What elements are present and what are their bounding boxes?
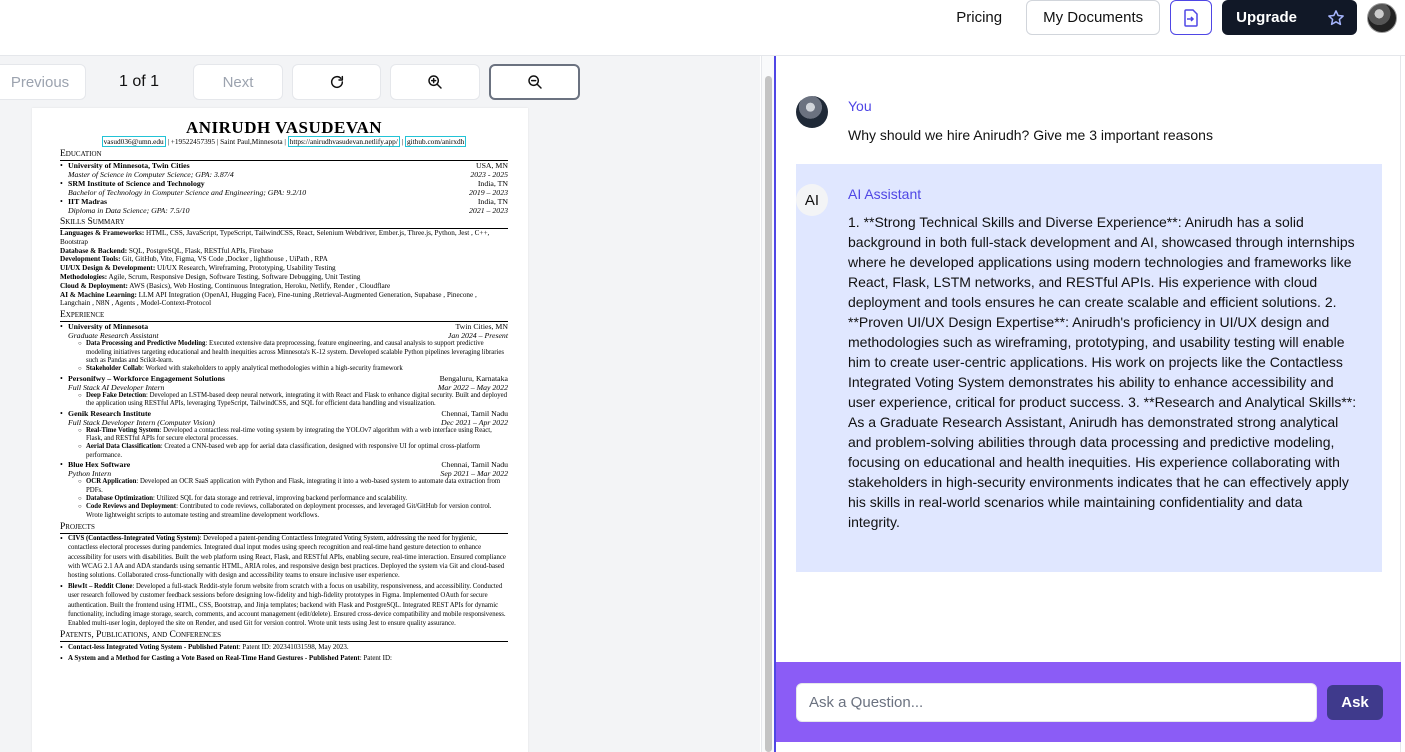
organization-location: Twin Cities, MN [455, 322, 508, 332]
skill-category: AI & Machine Learning: [60, 290, 137, 299]
role-row [68, 469, 508, 478]
education-row [68, 161, 508, 170]
skill-values: UI/UX Research, Wireframing, Prototyping, Usability Testing [155, 264, 336, 273]
detail-title: Aerial Data Classification [86, 443, 161, 451]
skill-values: Git, GitHub, Vite, Figma, VS Code ,Docker , lighthouse , UiPath , RPA [120, 255, 328, 264]
detail-text: : Contributed to code reviews, collaborated on deployment processes, and leveraged Git/GitHub for version control. Wrote lightweight scripts to automate testing and streamline development workflows. [86, 503, 492, 519]
school-name: • IIT Madras [68, 197, 108, 206]
experience-detail [60, 443, 508, 460]
star-icon [1327, 9, 1345, 27]
contact-separator: | [399, 137, 405, 146]
pdf-gutter [542, 108, 760, 752]
role-dates: Jan 2024 – Present [447, 331, 508, 341]
skill-line [60, 229, 508, 247]
patent-id: : Patent ID: [359, 654, 392, 663]
top-nav [942, 0, 1397, 35]
degree-dates: 2019 – 2023 [469, 188, 508, 197]
previous-button[interactable]: Previous [0, 64, 86, 100]
resume-contact [60, 137, 508, 147]
experience-detail [60, 503, 508, 520]
experience-entry [60, 460, 508, 478]
user-message [796, 88, 1382, 164]
ask-button[interactable]: Ask [1327, 685, 1383, 720]
phone-location: | +19522457395 | Saint Paul,Minnesota | [165, 137, 288, 146]
degree-row [68, 188, 508, 197]
page-indicator: 1 of 1 [118, 73, 160, 90]
skill-line [60, 273, 508, 282]
education-list [60, 161, 508, 215]
pricing-link[interactable]: Pricing [956, 9, 1003, 26]
zoom-out-button[interactable] [489, 64, 580, 100]
resume-name: ANIRUDH VASUDEVAN [185, 118, 382, 137]
role-row [68, 331, 508, 340]
skill-line [60, 282, 508, 291]
role-row [68, 383, 508, 392]
detail-title: OCR Application [86, 478, 137, 486]
assistant-message [796, 164, 1382, 572]
experience-detail [60, 365, 508, 373]
skill-category: UI/UX Design & Development: [60, 264, 156, 273]
experience-detail [60, 427, 508, 444]
organization-location: Chennai, Tamil Nadu [441, 408, 508, 418]
skill-line [60, 247, 508, 256]
pdf-toolbar [0, 64, 760, 100]
skill-category: Methodologies: [60, 272, 108, 281]
experience-detail [60, 495, 508, 503]
skill-category: Languages & Frameworks: [60, 229, 145, 237]
experience-detail [60, 478, 508, 495]
organization-location: Bengaluru, Karnataka [439, 373, 508, 383]
detail-text: : Developed an OCR SaaS application with Python and Flask, integrating it into a web-based system to automate data extraction from PDFs. [86, 478, 501, 494]
school-location: India, TN [477, 179, 508, 188]
section-education: Education [60, 149, 508, 161]
projects-list [60, 534, 508, 628]
experience-row [68, 322, 508, 331]
ask-bar [776, 662, 1401, 742]
github-link[interactable]: github.com/anirxdh [406, 137, 465, 146]
role-dates: Sep 2021 – Mar 2022 [440, 469, 508, 479]
upgrade-button[interactable] [1222, 0, 1357, 35]
zoom-in-icon [427, 74, 443, 90]
education-row [68, 197, 508, 206]
role-dates: Dec 2021 – Apr 2022 [441, 417, 508, 427]
skill-values: AWS (Basics), Web Hosting, Continuous Integration, Heroku, Netlify, Render , Cloudflare [127, 281, 391, 290]
experience-row [68, 409, 508, 418]
detail-text: : Created a CNN-based web app for aerial data classification, designed with responsive UI for optimal cross-platform performance. [86, 443, 480, 459]
skill-line [60, 255, 508, 264]
experience-entry [60, 322, 508, 340]
section-projects: Projects [60, 522, 508, 534]
project-description: : Developed a patent-pending Contactless Integrated Voting System, addressing the need for hygienic, contactless electoral processes during pandemics. Integrated dual input modes using speech recognition and real-time hand gesture detection to enhance accessibility for users with disabilities. Built the web platform using React, Flask, and RESTful APIs, enabling secure, real-time interaction. Ensured compliance with WCAG 2.1 AA and ADA standards using semantic HTML, ARIA roles, and responsive design best practices. Deployed the system via Git and cloud-based hosting solutions. Collaborated cross-functionally with design and accessibility teams to ensure inclusive user experience. [68, 535, 506, 580]
degree-row [68, 170, 508, 179]
experience-entry [60, 409, 508, 427]
skill-line [60, 264, 508, 273]
patent-id: : Patent ID: 202341031598, May 2023. [238, 643, 349, 652]
project-title: BlewIt – Reddit Clone [68, 583, 133, 591]
assistant-avatar: AI [796, 184, 828, 216]
role-dates: Mar 2022 – May 2022 [437, 382, 508, 392]
project-entry [60, 582, 508, 628]
user-message-avatar [796, 96, 828, 128]
patent-title: A System and a Method for Casting a Vote Based on Real-Time Hand Gestures - Published Patent [68, 654, 360, 663]
experience-list [60, 322, 508, 520]
detail-text: : Executed extensive data preprocessing, feature engineering, and causal analysis to support predictive modeling initiatives targeting educational and health inequities across Minnesota's K-12 system. Developed scalable Python pipelines leveraging libraries such as Pandas and Scikit-learn. [86, 340, 505, 364]
organization: • Blue Hex Software [68, 460, 131, 470]
role: Graduate Research Assistant [68, 331, 159, 341]
skill-values: Agile, Scrum, Responsive Design, Software Testing, Software Debugging, Unit Testing [107, 272, 361, 281]
section-patents: Patents, Publications, and Conferences [60, 630, 508, 642]
detail-title: Deep Fake Detection [86, 391, 147, 399]
degree: Master of Science in Computer Science; GPA: 3.87/4 [68, 170, 234, 179]
upgrade-label: Upgrade [1236, 9, 1297, 26]
project-description: : Developed a full-stack Reddit-style forum website from scratch with a focus on usability, responsiveness, and accessibility. Conducted user research followed by customer feedback sessions before designing low-fidelity and high-fidelity prototypes in Figma. Implemented OAuth for secure authentication. Built the frontend using HTML, CSS, Bootstrap, and Jinja templates; backend with Flask and PostgreSQL. Integrated REST APIs for dynamic functionality, including image storage, search, comments, and account management (edit/delete). Ensured cross-device compatibility and mobile responsiveness. Enabled multi-user login, deployed the site on Render, and used Git for version control. Wrote unit tests using Jest to ensure quality assurance. [68, 583, 506, 628]
user-message-name: You [848, 98, 872, 114]
scrollbar-thumb[interactable] [765, 76, 772, 752]
zoom-in-button[interactable] [390, 64, 480, 100]
rotate-button[interactable] [292, 64, 381, 100]
my-documents-button[interactable]: My Documents [1026, 0, 1160, 35]
detail-text: : Utilized SQL for data storage and retrieval, improving backend performance and scalability. [153, 495, 408, 503]
skill-values: HTML, CSS, JavaScript, TypeScript, TailwindCSS, React, Selenium Webdriver, Ember.js, Three.js, Python, Jest , C++, Bootstrap [60, 229, 490, 246]
chat-panel [774, 56, 1401, 752]
experience-detail [60, 392, 508, 409]
zoom-out-icon [527, 74, 543, 90]
project-title: CIVS (Contactless-Integrated Voting System) [68, 535, 200, 543]
question-input[interactable] [796, 683, 1317, 722]
degree-dates: 2023 - 2025 [470, 170, 508, 179]
experience-row [68, 460, 508, 469]
patent-title: Contact-less Integrated Voting System - Published Patent [68, 643, 239, 652]
email-link[interactable]: vasud036@umn.edu [103, 137, 164, 146]
role: Full Stack AI Developer Intern [68, 382, 165, 392]
skill-line [60, 291, 508, 309]
skill-values: SQL, PostgreSQL, Flask, RESTful APIs, Firebase [127, 246, 274, 255]
organization: • Personifwy – Workforce Engagement Solutions [68, 373, 225, 383]
new-document-button[interactable] [1170, 0, 1212, 35]
degree: Diploma in Data Science; GPA: 7.5/10 [68, 206, 190, 215]
detail-title: Code Reviews and Deployment [86, 503, 177, 511]
rotate-icon [329, 74, 345, 90]
detail-text: : Worked with stakeholders to apply analytical methodologies within a high-security framework [141, 365, 403, 373]
organization: • Genik Research Institute [68, 408, 152, 418]
detail-title: Database Optimization [86, 495, 154, 503]
organization-location: Chennai, Tamil Nadu [441, 460, 508, 470]
skill-category: Development Tools: [60, 255, 121, 264]
patents-list [60, 642, 508, 664]
detail-text: : Developed an LSTM-based deep neural network, integrating it with React and Flask to enhance digital security. Built and deployed the application using RESTful APIs, leveraging TypeScript, TailwindCSS, and SQL for efficient data handling and visualization. [86, 391, 508, 408]
user-message-text: Why should we hire Anirudh? Give me 3 important reasons [848, 127, 1213, 143]
pdf-scrollbar[interactable] [761, 56, 774, 752]
skill-category: Database & Backend: [60, 246, 128, 255]
assistant-message-name: AI Assistant [848, 186, 922, 202]
skills-list [60, 229, 508, 308]
assistant-message-text: 1. **Strong Technical Skills and Diverse Experience**: Anirudh has a solid background in both full-stack development and AI, showcased through internships where he developed applications using modern technologies and frameworks like React, Flask, LSTM networks, and RESTful APIs. His experience with cloud deployment and tools ensures he can create scalable and efficient solutions. 2. **Proven UI/UX Design Expertise**: Anirudh's proficiency in UI/UX design and methodologies such as wireframing, prototyping, and usability testing will enable him to create user-centric applications. His work on projects like the Contactless Integrated Voting System demonstrates his ability to enhance accessibility and user experience, critical for product success. 3. **Research and Analytical Skills**: As a Graduate Research Assistant, Anirudh has demonstrated strong analytical and problem-solving abilities through data processing and predictive modeling, focusing on educational and health inequities. His experience collaborating with stakeholders in high-security environments indicates that he can effectively apply his skills in real-world scenarios while maintaining confidentiality and data integrity. [848, 214, 1357, 530]
education-entry [60, 161, 508, 179]
user-avatar[interactable] [1367, 3, 1397, 33]
next-button[interactable]: Next [193, 64, 283, 100]
project-entry [60, 534, 508, 580]
skill-category: Cloud & Deployment: [60, 281, 128, 290]
experience-detail [60, 340, 508, 365]
experience-row [68, 374, 508, 383]
education-entry [60, 197, 508, 215]
detail-title: Real-Time Voting System [86, 426, 160, 434]
top-bar [0, 0, 1405, 56]
education-entry [60, 179, 508, 197]
website-link[interactable]: https://anirudhvasudevan.netlify.app/ [289, 137, 398, 146]
education-row [68, 179, 508, 188]
degree: Bachelor of Technology in Computer Science and Engineering; GPA: 9.2/10 [68, 188, 307, 197]
patent-entry [60, 642, 508, 653]
organization: • University of Minnesota [68, 322, 149, 332]
pdf-page [32, 108, 528, 752]
degree-row [68, 206, 508, 215]
detail-title: Stakeholder Collab [86, 365, 142, 373]
patent-entry [60, 653, 508, 664]
detail-title: Data Processing and Predictive Modeling [86, 340, 206, 348]
school-name: • University of Minnesota, Twin Cities [68, 161, 190, 170]
school-location: USA, MN [475, 161, 508, 170]
degree-dates: 2021 – 2023 [469, 206, 508, 215]
experience-entry [60, 374, 508, 392]
section-skills: Skills Summary [60, 217, 508, 229]
role-row [68, 418, 508, 427]
school-name: • SRM Institute of Science and Technology [68, 179, 205, 188]
role: Python Intern [68, 469, 112, 479]
school-location: India, TN [477, 197, 508, 206]
detail-text: : Developed a contactless real-time voting system by integrating the YOLOv7 algorithm with a web interface using React, Flask, and RESTful APIs for secure electoral processes. [86, 426, 492, 443]
role: Full Stack Developer Intern (Computer Vision) [68, 417, 215, 427]
skill-values: LLM API Integration (OpenAI, Hugging Face), Fine-tuning ,Retrieval-Augmented Generation, Supabase , Pinecone , Langchain , N8N , Agents , Model-Context-Protocol [60, 290, 477, 308]
file-import-icon [1183, 9, 1199, 27]
pdf-viewer [0, 56, 760, 752]
section-experience: Experience [60, 310, 508, 322]
